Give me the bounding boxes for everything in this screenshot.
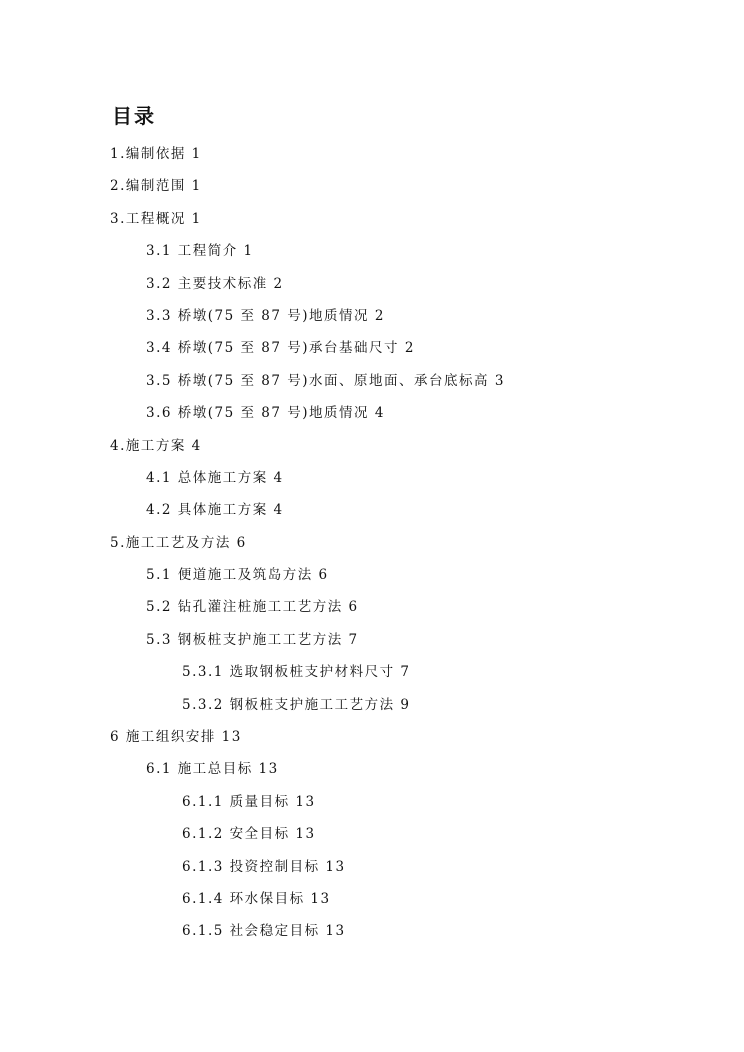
toc-entry[interactable]: 3.工程概况 1 [110, 210, 202, 227]
toc-entry[interactable]: 6.1.1 质量目标 13 [182, 793, 316, 810]
toc-entry[interactable]: 3.4 桥墩(75 至 87 号)承台基础尺寸 2 [146, 340, 415, 357]
toc-entry[interactable]: 4.2 具体施工方案 4 [146, 502, 284, 519]
toc-entry[interactable]: 3.3 桥墩(75 至 87 号)地质情况 2 [146, 307, 385, 324]
toc-entry[interactable]: 2.编制范围 1 [110, 178, 202, 195]
toc-entry[interactable]: 4.1 总体施工方案 4 [146, 469, 284, 486]
toc-title: 目录 [112, 104, 156, 128]
toc-entry[interactable]: 6.1.2 安全目标 13 [182, 826, 316, 843]
toc-entry[interactable]: 5.2 钻孔灌注桩施工工艺方法 6 [146, 599, 359, 616]
toc-entry[interactable]: 6.1.4 环水保目标 13 [182, 890, 331, 907]
toc-list [0, 142, 744, 952]
toc-entry[interactable]: 1.编制依据 1 [110, 146, 202, 162]
toc-entry[interactable]: 5.3 钢板桩支护施工工艺方法 7 [146, 631, 359, 648]
toc-entry[interactable]: 3.1 工程简介 1 [146, 243, 254, 260]
toc-entry[interactable]: 3.6 桥墩(75 至 87 号)地质情况 4 [146, 405, 385, 422]
toc-entry[interactable]: 6.1.3 投资控制目标 13 [182, 858, 346, 875]
toc-entry[interactable]: 3.5 桥墩(75 至 87 号)水面、原地面、承台底标高 3 [146, 372, 505, 389]
toc-entry[interactable]: 6.1 施工总目标 13 [146, 761, 279, 778]
toc-entry[interactable]: 6.1.5 社会稳定目标 13 [182, 923, 346, 940]
toc-entry[interactable]: 3.2 主要技术标准 2 [146, 275, 284, 292]
toc-entry[interactable]: 5.3.2 钢板桩支护施工工艺方法 9 [182, 696, 411, 713]
toc-entry[interactable]: 6 施工组织安排 13 [110, 729, 242, 746]
toc-entry[interactable]: 4.施工方案 4 [110, 437, 202, 454]
toc-entry[interactable]: 5.3.1 选取钢板桩支护材料尺寸 7 [182, 664, 411, 681]
toc-entry[interactable]: 5.1 便道施工及筑岛方法 6 [146, 567, 329, 584]
toc-entry[interactable]: 5.施工工艺及方法 6 [110, 534, 247, 551]
